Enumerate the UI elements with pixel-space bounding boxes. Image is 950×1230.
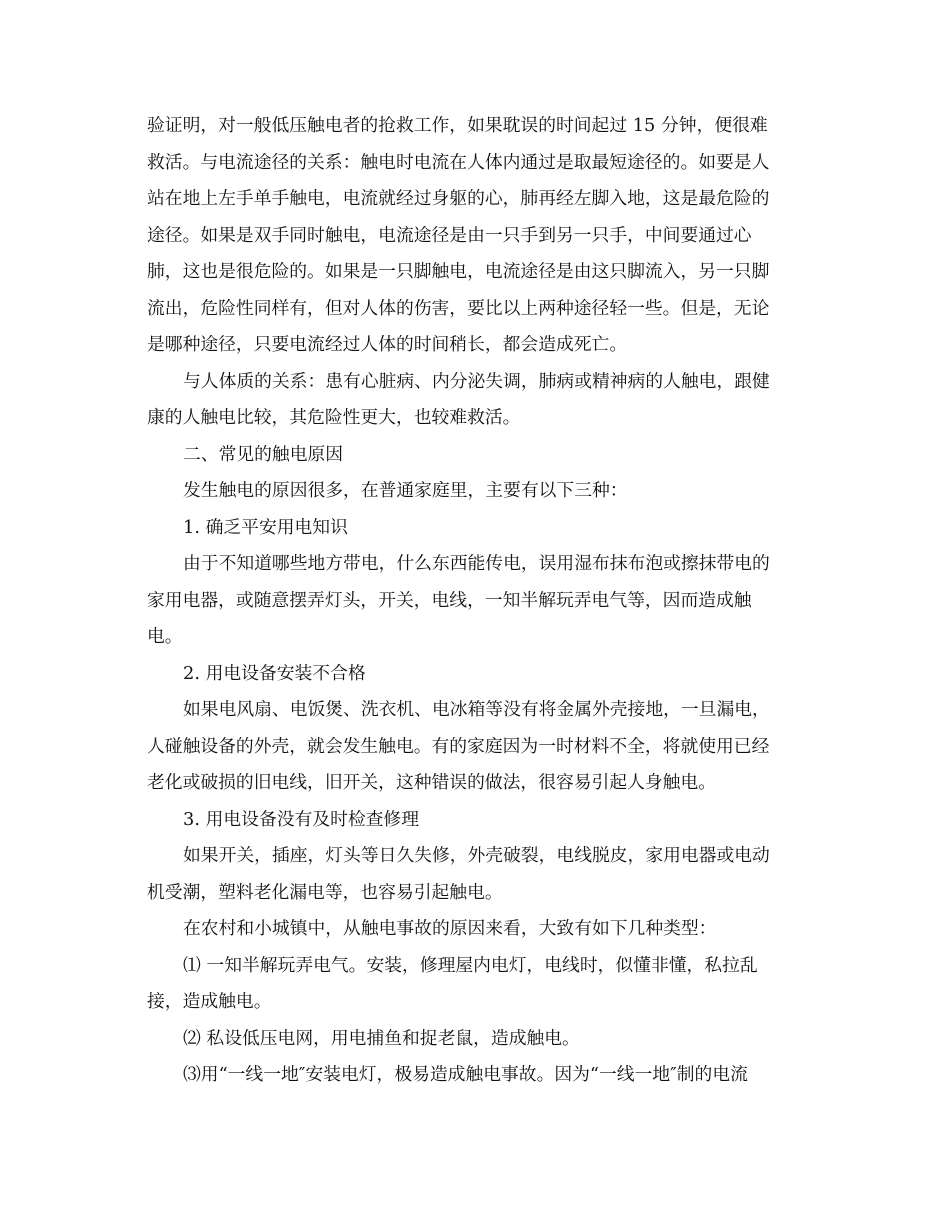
text-line: 如果开关，插座，灯头等日久失修，外壳破裂，电线脱皮，家用电器或电动 [183, 845, 770, 866]
text-line: 发生触电的原因很多，在普通家庭里，主要有以下三种： [183, 480, 628, 501]
para-cause-2 [147, 692, 807, 802]
document-body [147, 108, 807, 1094]
text-line: ⑵ 私设低压电网，用电捕鱼和捉老鼠，造成触电。 [183, 1027, 580, 1049]
para-cause-1 [147, 546, 807, 656]
text-line: ⑶用“一线一地″安装电灯，极易造成触电事故。因为“一线一地″制的电流 [183, 1064, 748, 1085]
para-cause-3 [147, 838, 807, 911]
text-line: 机受潮，塑料老化漏电等，也容易引起触电。 [147, 881, 503, 903]
list-item-2 [147, 1021, 807, 1058]
text-line: 康的人触电比较，其危险性更大，也较难救活。 [147, 407, 521, 428]
text-line: 肺，这也是很危险的。如果是一只脚触电，电流途径是由这只脚流入，另一只脚 [147, 261, 770, 282]
subheading-text: 2. 用电设备安装不合格 [183, 662, 366, 684]
subheading-2 [147, 656, 807, 693]
text-line: 流出，危险性同样有，但对人体的伤害，要比以上两种途径轻一些。但是，无论 [147, 297, 770, 319]
para-rural-intro [147, 911, 807, 948]
text-line: 在农村和小城镇中，从触电事故的原因来看，大致有如下几种类型： [183, 918, 717, 939]
para-current-path [147, 108, 807, 364]
text-line: 与人体质的关系：患有心脏病、内分泌失调，肺病或精神病的人触电，跟健 [183, 370, 770, 392]
text-line: 途径。如果是双手同时触电，电流途径是由一只手到另一只手，中间要通过心 [147, 224, 752, 246]
text-line: 如果电风扇、电饭煲、洗衣机、电冰箱等没有将金属外壳接地，一旦漏电， [183, 699, 770, 720]
text-line: 由于不知道哪些地方带电，什么东西能传电，误用湿布抹布泡或擦抹带电的 [183, 553, 770, 574]
text-line: 家用电器，或随意摆弄灯头，开关，电线，一知半解玩弄电气等，因而造成触 [147, 589, 752, 611]
text-line: 电。 [147, 626, 183, 647]
heading-text: 二、常见的触电原因 [183, 443, 344, 465]
para-body-condition [147, 364, 807, 437]
list-item-1 [147, 948, 807, 1021]
subheading-1 [147, 510, 807, 547]
subheading-3 [147, 802, 807, 839]
text-line: 救活。与电流途径的关系：触电时电流在人体内通过是取最短途径的。如要是人 [147, 151, 770, 173]
text-line: 是哪种途径，只要电流经过人体的时间稍长，都会造成死亡。 [147, 334, 628, 355]
subheading-text: 3. 用电设备没有及时检查修理 [183, 808, 419, 830]
text-line: 接，造成触电。 [147, 991, 272, 1012]
text-line: 站在地上左手单手触电，电流就经过身躯的心，肺再经左脚入地，这是最危险的 [147, 188, 770, 209]
subheading-text: 1. 确乏平安用电知识 [183, 516, 348, 538]
text-line: 老化或破损的旧电线，旧开关，这种错误的做法，很容易引起人身触电。 [147, 772, 717, 793]
section-heading-causes [147, 437, 807, 474]
list-item-3 [147, 1057, 807, 1094]
text-line: 人碰触设备的外壳，就会发生触电。有的家庭因为一时材料不全，将就使用已经 [147, 735, 770, 757]
text-line: 验证明，对一般低压触电者的抢救工作，如果耽误的时间起过 15 分钟，便很难 [147, 115, 768, 136]
para-causes-intro [147, 473, 807, 510]
text-line: ⑴ 一知半解玩弄电气。安装，修理屋内电灯，电线时，似懂非懂，私拉乱 [183, 954, 758, 976]
